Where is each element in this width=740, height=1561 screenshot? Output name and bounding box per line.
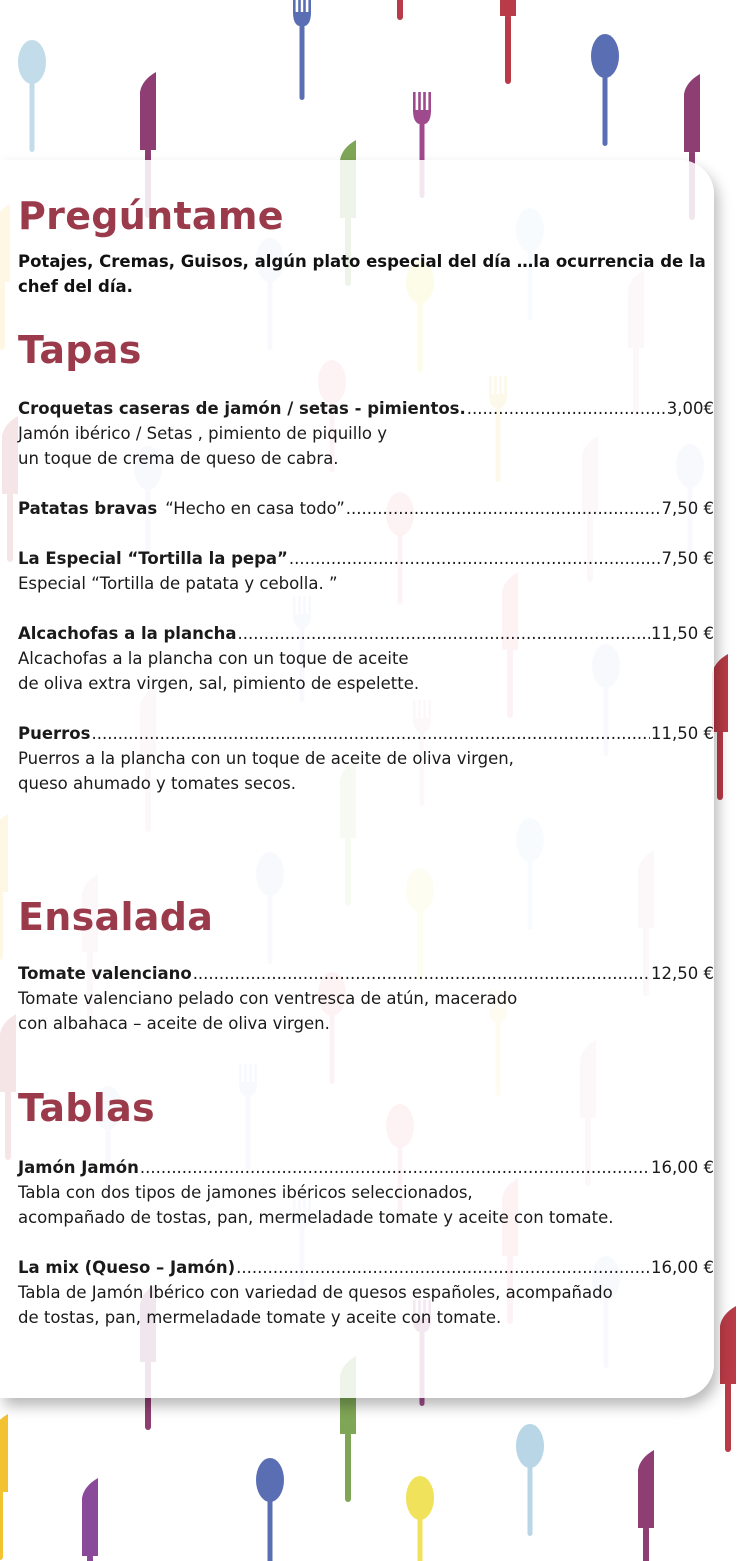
item-name: Patatas bravas (18, 499, 158, 518)
menu-item-tortilla (18, 547, 714, 596)
item-price: 3,00€ (666, 399, 714, 418)
item-price: 11,50 € (651, 624, 714, 643)
dot-leader (467, 397, 666, 421)
item-name: Tomate valenciano (18, 964, 192, 983)
item-description: Alcachofas a la plancha con un toque de aceite de oliva extra virgen, sal, pimiento de espelette. (18, 649, 420, 693)
item-price: 16,00 € (651, 1158, 714, 1177)
menu-item-alcachofas (18, 622, 714, 696)
menu-item-jamon-jamon (18, 1156, 714, 1230)
item-description: Especial “Tortilla de patata y cebolla. ” (18, 574, 338, 593)
item-price: 7,50 € (661, 549, 714, 568)
dot-leader (236, 1256, 650, 1280)
item-note: “Hecho en casa todo” (165, 499, 345, 518)
item-name: Jamón Jamón (18, 1158, 139, 1177)
menu-item-puerros (18, 722, 714, 796)
dot-leader (193, 962, 650, 986)
section-title-preguntame: Pregúntame (18, 194, 284, 238)
dot-leader (238, 622, 651, 646)
item-name: La Especial “Tortilla la pepa” (18, 549, 288, 568)
section-title-ensalada: Ensalada (18, 895, 214, 939)
item-price: 7,50 € (661, 499, 714, 518)
item-name: Puerros (18, 724, 91, 743)
dot-leader (140, 1156, 650, 1180)
section-title-tapas: Tapas (18, 328, 142, 372)
section-intro-preguntame: Potajes, Cremas, Guisos, algún plato especial del día …la ocurrencia de la chef del día. (18, 252, 706, 296)
item-description: Tabla de Jamón Ibérico con variedad de quesos españoles, acompañado de tostas, pan, mermeladade tomate y aceite con tomate. (18, 1283, 613, 1327)
dot-leader (346, 497, 661, 521)
item-description: Tabla con dos tipos de jamones ibéricos seleccionados, acompañado de tostas, pan, mermeladade tomate y aceite con tomate. (18, 1183, 614, 1227)
item-price: 11,50 € (651, 724, 714, 743)
section-title-tablas: Tablas (18, 1086, 155, 1130)
dot-leader (91, 722, 650, 746)
menu-item-tomate-valenciano (18, 962, 714, 1036)
item-name: Alcachofas a la plancha (18, 624, 237, 643)
menu-item-croquetas (18, 397, 714, 471)
menu-item-la-mix (18, 1256, 714, 1330)
item-name: Croquetas caseras de jamón / setas - pimientos. (18, 399, 466, 418)
item-price: 16,00 € (651, 1258, 714, 1277)
item-description: Jamón ibérico / Setas , pimiento de piquillo y un toque de crema de queso de cabra. (18, 424, 388, 468)
menu-item-patatas-bravas (18, 497, 714, 521)
item-name: La mix (Queso – Jamón) (18, 1258, 236, 1277)
dot-leader (289, 547, 661, 571)
item-price: 12,50 € (651, 964, 714, 983)
item-description: Tomate valenciano pelado con ventresca de atún, macerado con albahaca – aceite de oliva virgen. (18, 989, 518, 1033)
item-description: Puerros a la plancha con un toque de aceite de oliva virgen, queso ahumado y tomates secos. (18, 749, 514, 793)
